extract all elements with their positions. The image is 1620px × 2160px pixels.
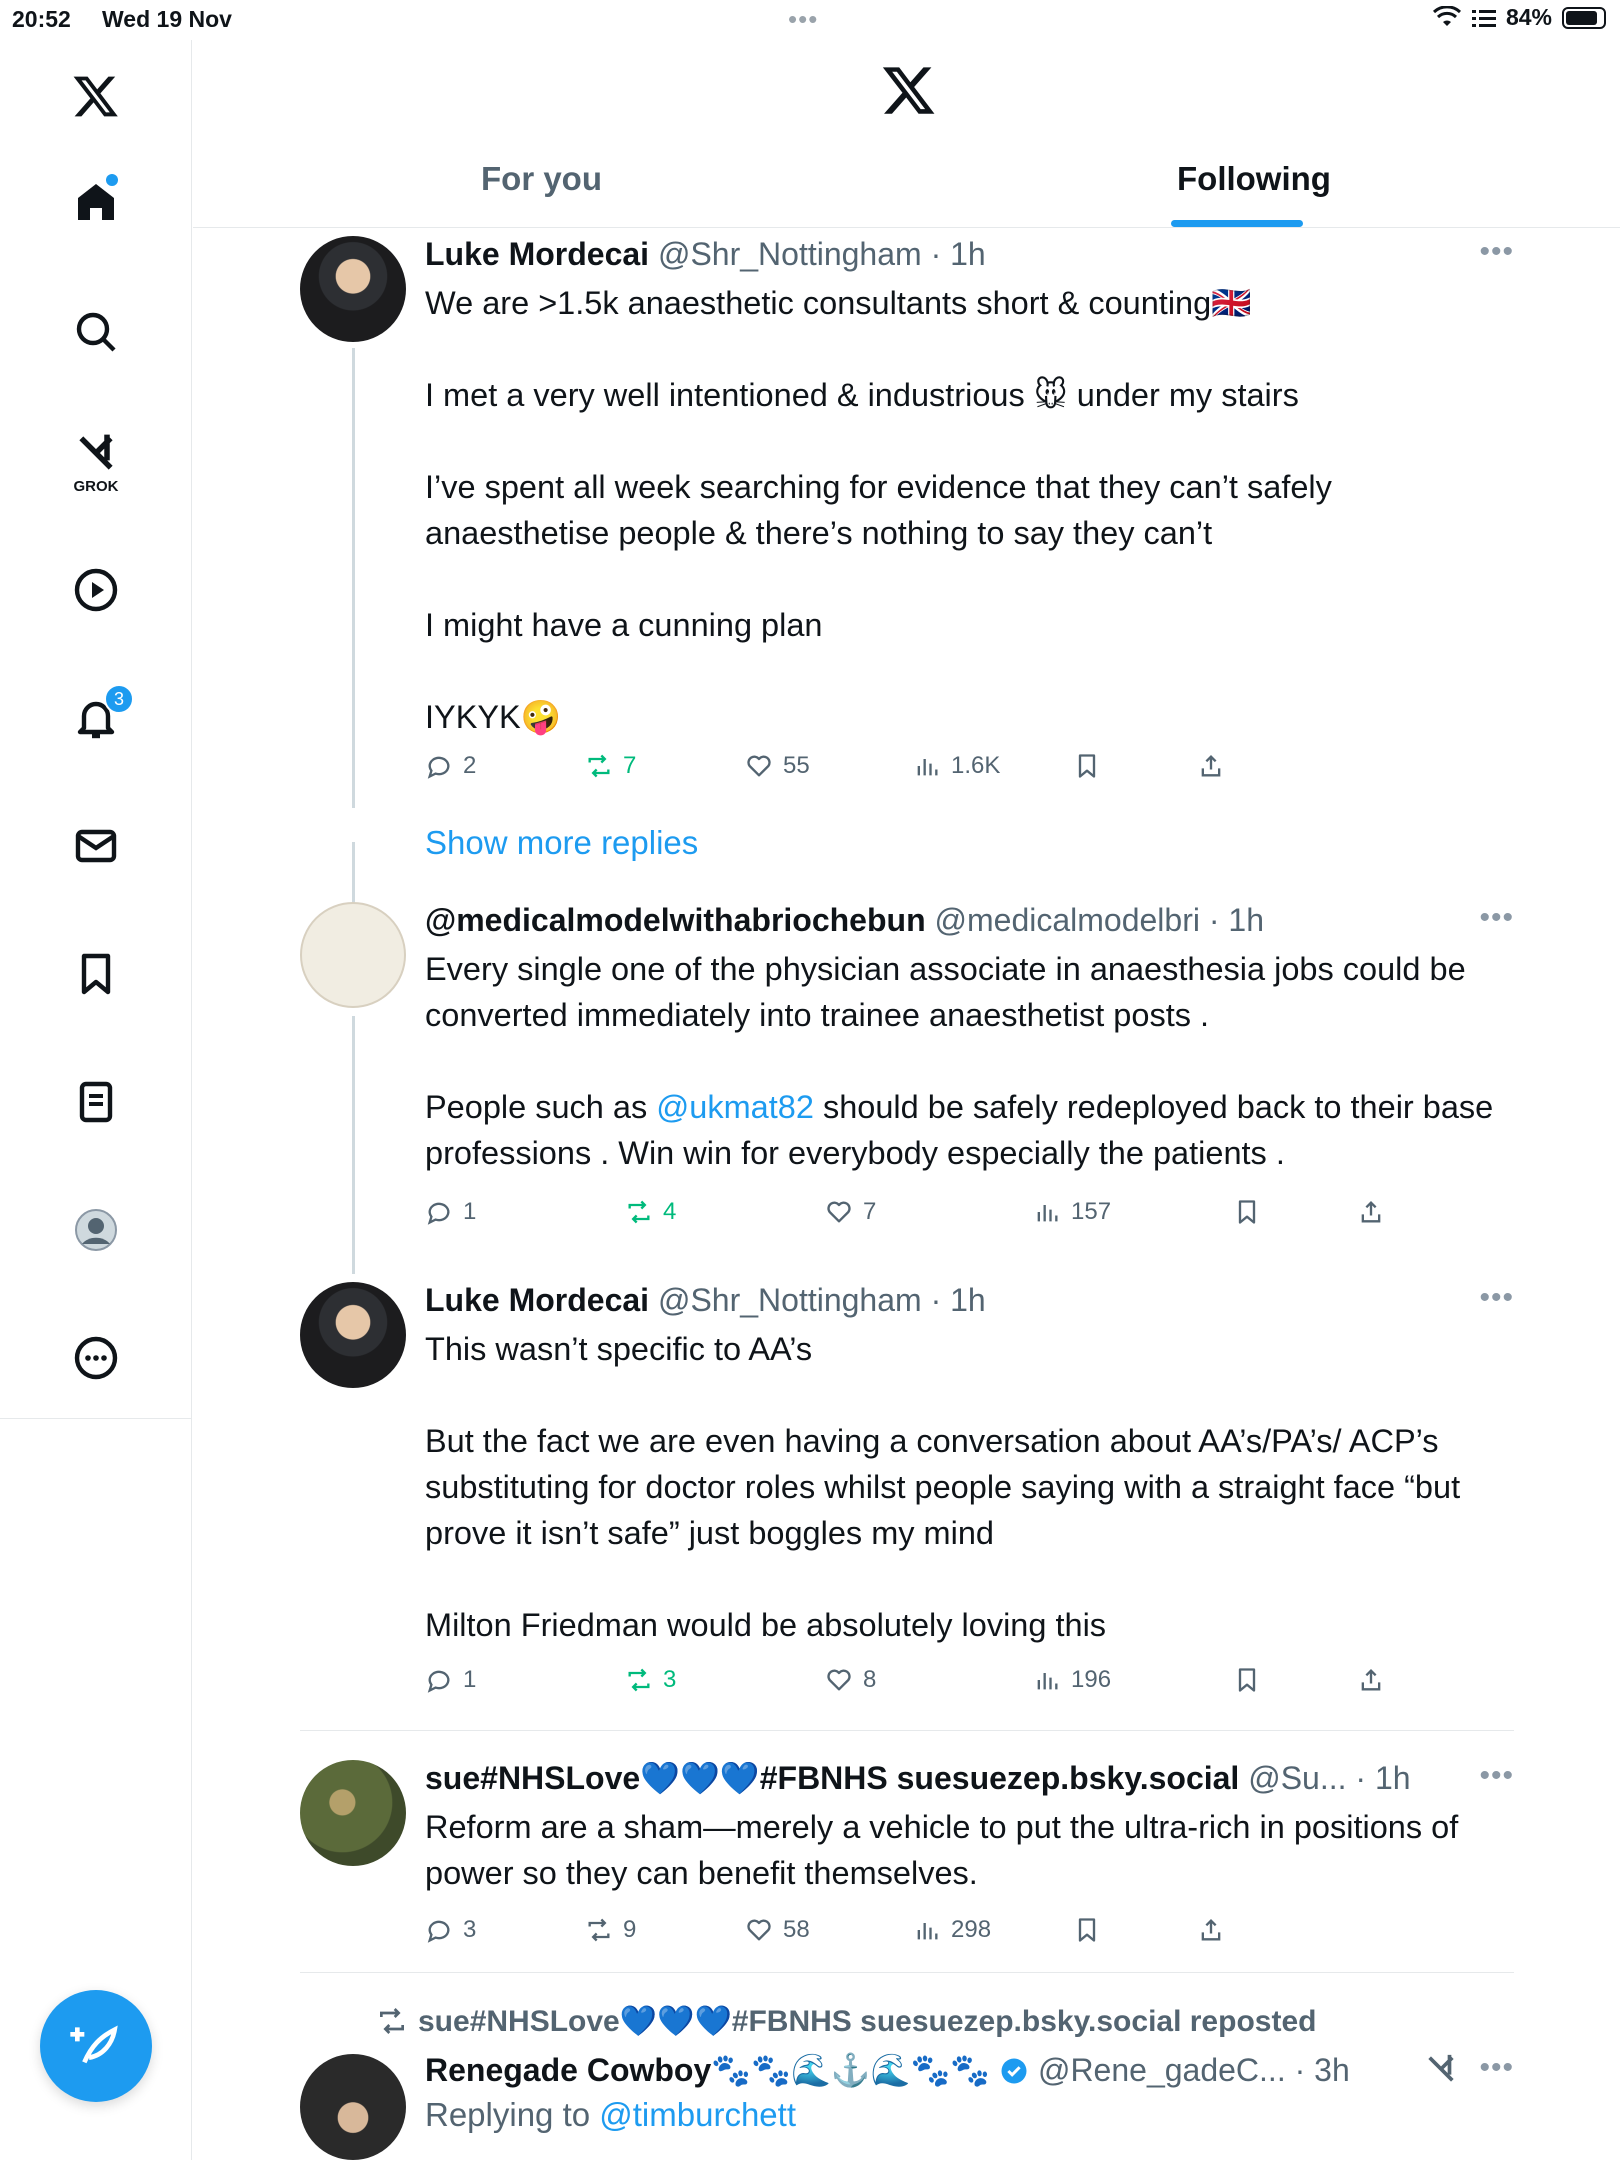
post-text [425, 946, 1503, 1176]
nav-bookmarks[interactable] [60, 938, 132, 1010]
post-header [425, 2050, 1350, 2090]
post-text: We are >1.5k anaesthetic consultants short & counting🇬🇧 I met a very well intentioned & industrious 🐭 under my stairs I’ve spent all week searching for evidence that they can’t safely anaesthetise people & there’s nothing to say they can’t I might have a cunning plan IYKYK🤪 [425, 285, 1332, 735]
avatar[interactable] [300, 1760, 406, 1866]
more-options-icon[interactable]: ••• [1479, 1759, 1514, 1792]
share-icon [1357, 1666, 1385, 1694]
post-header [425, 1280, 986, 1320]
heart-icon [745, 752, 773, 780]
post-text-part: Every single one of the physician associate in anaesthesia jobs could be converted immediately into trainee anaesthetist posts . People such as [425, 951, 1466, 1125]
repost-button[interactable] [585, 752, 636, 780]
view-count: 1.6K [951, 752, 1001, 779]
status-right [1432, 4, 1606, 31]
reply-button[interactable] [425, 1916, 476, 1944]
show-more-replies-link[interactable]: Show more replies [425, 824, 699, 861]
replying-to [425, 2096, 796, 2134]
like-button[interactable] [825, 1198, 876, 1226]
share-icon [1197, 752, 1225, 780]
repost-button[interactable] [625, 1666, 676, 1694]
replying-to-link[interactable]: @timburchett [599, 2096, 796, 2133]
bookmark-button[interactable] [1073, 752, 1101, 780]
analytics-icon [1033, 1198, 1061, 1226]
avatar[interactable] [300, 1282, 406, 1388]
author-handle[interactable]: @Shr_Nottingham [657, 236, 922, 272]
repost-icon [585, 752, 613, 780]
more-options-icon[interactable]: ••• [1479, 901, 1514, 934]
reply-count: 1 [463, 1666, 477, 1693]
author-handle[interactable]: @Su... [1248, 1760, 1347, 1796]
share-button[interactable] [1357, 1666, 1385, 1694]
post-text: Reform are a sham—merely a vehicle to put the ultra-rich in positions of power so they can benefit themselves. [425, 1809, 1468, 1891]
like-button[interactable] [745, 752, 810, 780]
repost-count: 3 [663, 1666, 677, 1693]
heart-icon [825, 1666, 853, 1694]
repost-button[interactable] [625, 1198, 676, 1226]
view-count: 157 [1071, 1198, 1112, 1225]
post-header [425, 900, 1264, 940]
tab-following[interactable]: Following [1177, 160, 1331, 197]
timeline-header [193, 40, 1620, 228]
post-actions [425, 752, 1285, 792]
avatar[interactable] [300, 236, 406, 342]
author-name[interactable]: sue#NHSLove💙💙💙#FBNHS suesuezep.bsky.social [425, 1760, 1240, 1796]
post-header [425, 1758, 1411, 1798]
post-time: · 3h [1294, 2052, 1350, 2088]
nav-lists[interactable] [60, 1066, 132, 1138]
more-options-icon[interactable]: ••• [1479, 2051, 1514, 2084]
more-options-icon[interactable]: ••• [1479, 235, 1514, 268]
analytics-icon [1033, 1666, 1061, 1694]
status-bar [0, 0, 1620, 40]
nav-more[interactable] [60, 1322, 132, 1394]
x-logo-icon [881, 62, 937, 118]
analytics-icon [913, 752, 941, 780]
author-handle[interactable]: @Shr_Nottingham [657, 1282, 922, 1318]
share-button[interactable] [1357, 1198, 1385, 1226]
share-button[interactable] [1197, 752, 1225, 780]
views-button[interactable] [1033, 1198, 1111, 1226]
repost-notice-text[interactable]: sue#NHSLove💙💙💙#FBNHS suesuezep.bsky.social reposted [418, 2005, 1317, 2038]
repost-notice [376, 2004, 1316, 2039]
like-button[interactable] [745, 1916, 810, 1944]
wifi-icon [1432, 6, 1462, 30]
reply-button[interactable] [425, 1666, 476, 1694]
share-icon [1197, 1916, 1225, 1944]
reply-icon [425, 1198, 453, 1226]
views-button[interactable] [913, 1916, 991, 1944]
status-date: Wed 19 Nov [102, 6, 232, 32]
more-options-icon[interactable]: ••• [1479, 1281, 1514, 1314]
post-header [425, 234, 986, 274]
nav-videos[interactable] [60, 554, 132, 626]
reply-count: 3 [463, 1916, 477, 1943]
home-unread-dot [106, 174, 118, 186]
author-handle[interactable]: @medicalmodelbri [934, 902, 1200, 938]
nav-home[interactable] [60, 166, 132, 238]
heart-icon [825, 1198, 853, 1226]
repost-button[interactable] [585, 1916, 636, 1944]
like-button[interactable] [825, 1666, 876, 1694]
reply-count: 1 [463, 1198, 477, 1225]
author-name[interactable]: Luke Mordecai [425, 236, 650, 272]
nav-explore[interactable] [60, 296, 132, 368]
repost-icon [376, 2005, 408, 2037]
repost-icon [625, 1666, 653, 1694]
bookmark-icon [1073, 752, 1101, 780]
search-icon [72, 308, 120, 356]
x-logo-icon[interactable] [60, 60, 132, 132]
views-button[interactable] [913, 752, 1000, 780]
grok-label: GROK [73, 478, 119, 495]
repost-count: 4 [663, 1198, 677, 1225]
repost-count: 7 [623, 752, 637, 779]
like-count: 58 [783, 1916, 810, 1943]
reply-button[interactable] [425, 1198, 476, 1226]
profile-avatar-icon [72, 1206, 120, 1254]
post-actions [425, 1666, 1285, 1706]
post-time: · 1h [930, 236, 986, 272]
views-button[interactable] [1033, 1666, 1111, 1694]
avatar[interactable] [300, 2054, 406, 2160]
thread-connector [352, 842, 355, 908]
feather-plus-icon [68, 2018, 124, 2074]
like-count: 7 [863, 1198, 877, 1225]
post-time: · 1h [1208, 902, 1264, 938]
battery-icon [1562, 7, 1606, 29]
active-tab-indicator [1171, 220, 1303, 227]
mention-link[interactable]: @ukmat82 [656, 1089, 814, 1125]
mail-icon [72, 822, 120, 870]
multitasking-dots-icon[interactable]: ••• [788, 4, 819, 34]
battery-percent: 84% [1505, 4, 1552, 30]
post-actions [425, 1916, 1285, 1956]
repost-icon [585, 1916, 613, 1944]
play-icon [72, 566, 120, 614]
post[interactable] [300, 1758, 1514, 1958]
like-count: 55 [783, 752, 810, 779]
repost-icon [625, 1198, 653, 1226]
bookmark-button[interactable] [1073, 1916, 1101, 1944]
replying-prefix: Replying to [425, 2096, 600, 2133]
post-text-part: should be safely redeployed back to their base professions . Win win for everybody especially the patients . [425, 1089, 1503, 1171]
author-name[interactable]: Luke Mordecai [425, 1282, 650, 1318]
bookmark-button[interactable] [1233, 1198, 1261, 1226]
status-time: 20:52 [12, 6, 71, 32]
post[interactable] [300, 1280, 1514, 1710]
repost-count: 9 [623, 1916, 637, 1943]
share-icon [1357, 1198, 1385, 1226]
reply-button[interactable] [425, 752, 476, 780]
nav-notifications[interactable] [60, 682, 132, 754]
post-actions [425, 1198, 1285, 1238]
post-divider [300, 1730, 1514, 1731]
heart-icon [745, 1916, 773, 1944]
bookmark-button[interactable] [1233, 1666, 1261, 1694]
nav-messages[interactable] [60, 810, 132, 882]
nav-grok[interactable] [60, 426, 132, 498]
compose-post-button[interactable] [40, 1990, 152, 2102]
tab-for-you[interactable]: For you [481, 160, 602, 197]
analytics-icon [913, 1916, 941, 1944]
reply-count: 2 [463, 752, 477, 779]
notification-badge: 3 [104, 684, 134, 714]
more-circle-icon [72, 1334, 120, 1382]
post[interactable] [300, 234, 1514, 794]
view-count: 298 [951, 1916, 992, 1943]
post[interactable] [300, 900, 1514, 1230]
verified-badge-icon [999, 2056, 1029, 2086]
author-name[interactable]: @medicalmodelwithabriochebun [425, 902, 926, 938]
post-divider [300, 1972, 1514, 1973]
list-icon [1472, 7, 1496, 29]
grok-icon[interactable] [1424, 2052, 1458, 2086]
view-count: 196 [1071, 1666, 1112, 1693]
reply-icon [425, 1916, 453, 1944]
post-text: This wasn’t specific to AA’s But the fact we are even having a conversation about AA’s/PA’s/ ACP’s substituting for doctor roles whilst people saying with a straight face “but prove it isn’t safe” just boggles my mind Milton Friedman would be absolutely loving this [425, 1331, 1461, 1643]
post-time: · 1h [1355, 1760, 1411, 1796]
reply-icon [425, 752, 453, 780]
nav-profile[interactable] [60, 1194, 132, 1266]
author-name[interactable]: Renegade Cowboy🐾🐾🌊⚓️🌊🐾🐾 [425, 2052, 991, 2088]
grok-icon [74, 431, 118, 475]
like-count: 8 [863, 1666, 877, 1693]
post-time: · 1h [930, 1282, 986, 1318]
bookmark-icon [1233, 1666, 1261, 1694]
bookmark-icon [1073, 1916, 1101, 1944]
author-handle[interactable]: @Rene_gadeC... [1037, 2052, 1286, 2088]
bookmark-icon [1233, 1198, 1261, 1226]
sidebar [0, 40, 192, 2160]
list-document-icon [72, 1078, 120, 1126]
bookmark-icon [72, 950, 120, 998]
sidebar-divider [0, 1418, 192, 1419]
avatar[interactable] [300, 902, 406, 1008]
reply-icon [425, 1666, 453, 1694]
share-button[interactable] [1197, 1916, 1225, 1944]
